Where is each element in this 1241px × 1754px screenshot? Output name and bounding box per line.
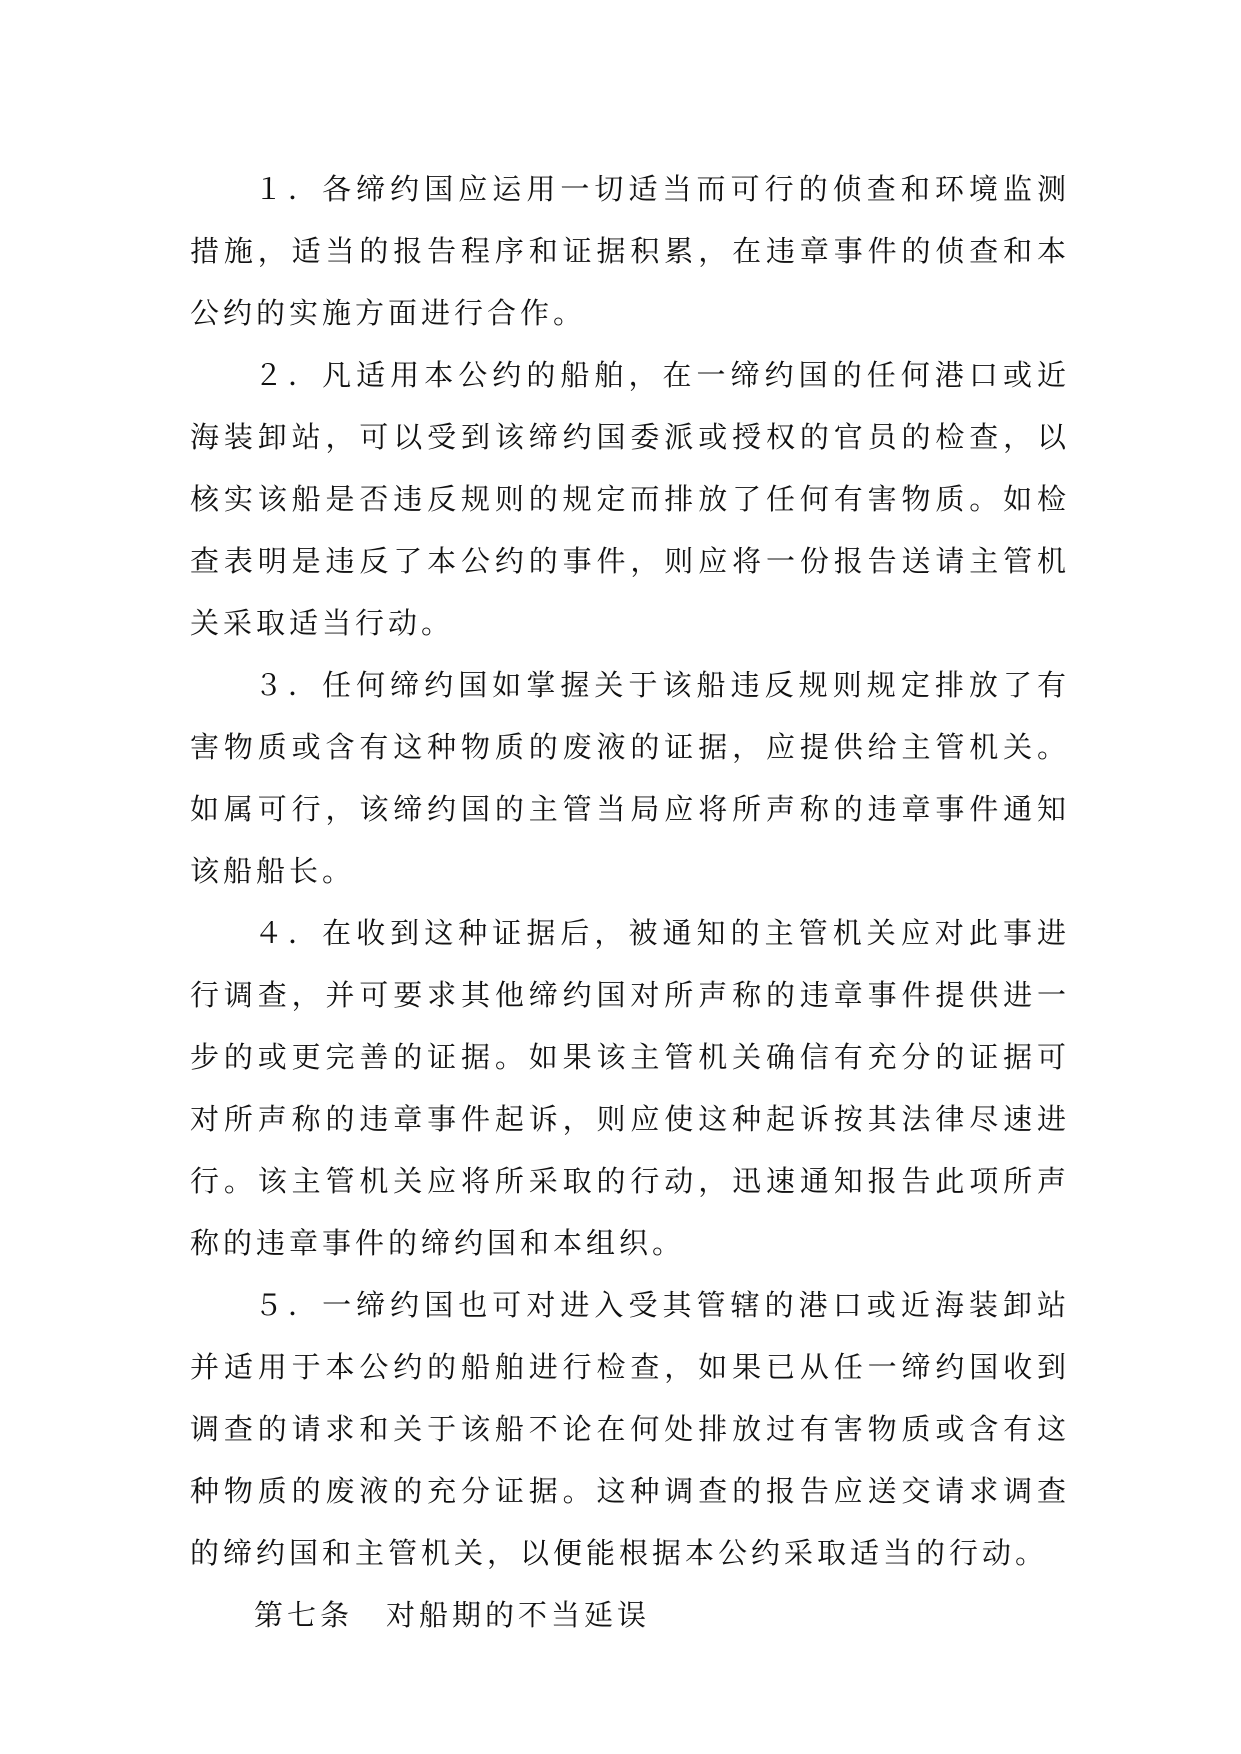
paragraph-1: １．各缔约国应运用一切适当而可行的侦查和环境监测措施，适当的报告程序和证据积累，在违章事件的侦查和本公约的实施方面进行合作。 [190, 172, 1070, 330]
paragraph-5: ５．一缔约国也可对进入受其管辖的港口或近海装卸站并适用于本公约的船舶进行检查，如果已从任一缔约国收到调查的请求和关于该船不论在何处排放过有害物质或含有这种物质的废液的充分证据。这种调查的报告应送交请求调查的缔约国和主管机关，以便能根据本公约采取适当的行动。 [190, 1288, 1070, 1570]
paragraph-3: ３．任何缔约国如掌握关于该船违反规则规定排放了有害物质或含有这种物质的废液的证据，应提供给主管机关。如属可行，该缔约国的主管当局应将所声称的违章事件通知该船船长。 [190, 668, 1070, 888]
paragraph-2: ２．凡适用本公约的船舶，在一缔约国的任何港口或近海装卸站，可以受到该缔约国委派或授权的官员的检查，以核实该船是否违反规则的规定而排放了任何有害物质。如检查表明是违反了本公约的事件，则应将一份报告送请主管机关采取适当行动。 [190, 358, 1070, 640]
document-body [190, 158, 1070, 1646]
article-heading: 第七条 对船期的不当延误 [254, 1598, 651, 1632]
paragraph-4: ４．在收到这种证据后，被通知的主管机关应对此事进行调查，并可要求其他缔约国对所声称的违章事件提供进一步的或更完善的证据。如果该主管机关确信有充分的证据可对所声称的违章事件起诉，则应使这种起诉按其法律尽速进行。该主管机关应将所采取的行动，迅速通知报告此项所声称的违章事件的缔约国和本组织。 [190, 916, 1070, 1260]
